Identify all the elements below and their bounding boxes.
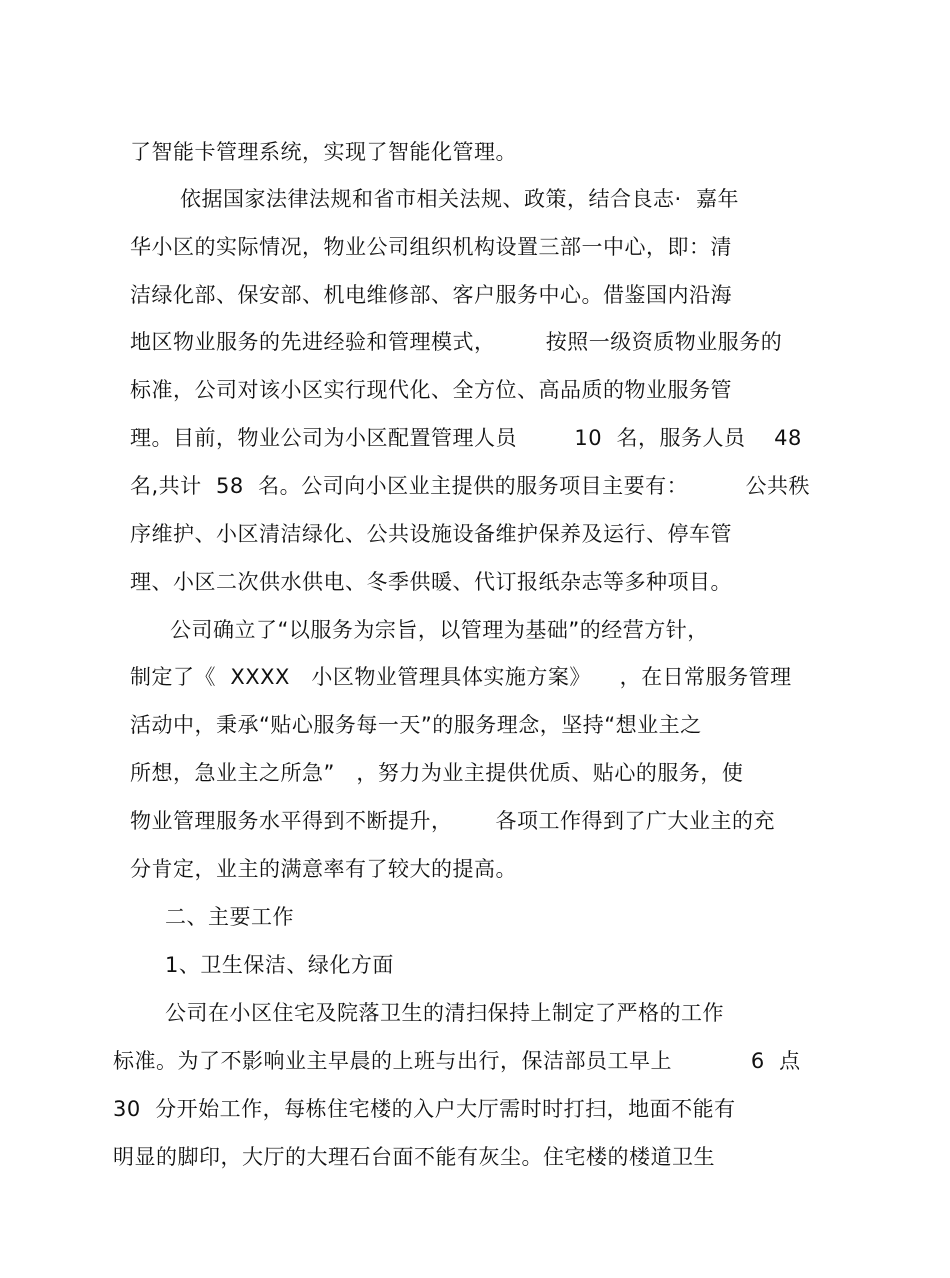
text-line: 制定了《 XXXX 小区物业管理具体实施方案》 ，在日常服务管理 bbox=[130, 665, 792, 689]
text-line: 物业管理服务水平得到不断提升， 各项工作得到了广大业主的充 bbox=[130, 809, 776, 833]
subsection-heading: 1、卫生保洁、绿化方面 bbox=[165, 953, 394, 977]
text-line: 公司在小区住宅及院落卫生的清扫保持上制定了严格的工作 bbox=[165, 1001, 724, 1025]
text-line: 理。目前，物业公司为小区配置管理人员 10 名，服务人员 48 bbox=[130, 426, 802, 450]
text-line: 所想，急业主之所急” ，努力为业主提供优质、贴心的服务，使 bbox=[130, 761, 744, 785]
text-line: 活动中，秉承“贴心服务每一天”的服务理念，坚持“想业主之 bbox=[130, 713, 702, 737]
text-line: 30 分开始工作，每栋住宅楼的入户大厅需时时打扫，地面不能有 bbox=[113, 1097, 736, 1121]
text-line: 依据国家法律法规和省市相关法规、政策，结合良志· 嘉年 bbox=[180, 187, 740, 211]
text-line: 分肯定，业主的满意率有了较大的提高。 bbox=[130, 857, 517, 881]
text-line: 华小区的实际情况，物业公司组织机构设置三部一中心，即：清 bbox=[130, 235, 732, 259]
text-line: 标准。为了不影响业主早晨的上班与出行，保洁部员工早上 6 点 bbox=[113, 1049, 801, 1073]
text-line: 标准，公司对该小区实行现代化、全方位、高品质的物业服务管 bbox=[130, 378, 732, 402]
text-line: 明显的脚印，大厅的大理石台面不能有灰尘。住宅楼的楼道卫生 bbox=[113, 1145, 715, 1169]
text-line: 洁绿化部、保安部、机电维修部、客户服务中心。借鉴国内沿海 bbox=[130, 283, 732, 307]
text-line: 地区物业服务的先进经验和管理模式， 按照一级资质物业服务的 bbox=[130, 330, 783, 354]
text-line: 理、小区二次供水供电、冬季供暖、代订报纸杂志等多种项目。 bbox=[130, 570, 732, 594]
text-line: 公司确立了“以服务为宗旨，以管理为基础”的经营方针， bbox=[170, 618, 709, 642]
text-line: 了智能卡管理系统，实现了智能化管理。 bbox=[130, 140, 517, 164]
text-line: 序维护、小区清洁绿化、公共设施设备维护保养及运行、停车管 bbox=[130, 522, 732, 546]
section-heading: 二、主要工作 bbox=[165, 905, 294, 929]
text-line: 名,共计 58 名。公司向小区业主提供的服务项目主要有： 公共秩 bbox=[130, 474, 810, 498]
